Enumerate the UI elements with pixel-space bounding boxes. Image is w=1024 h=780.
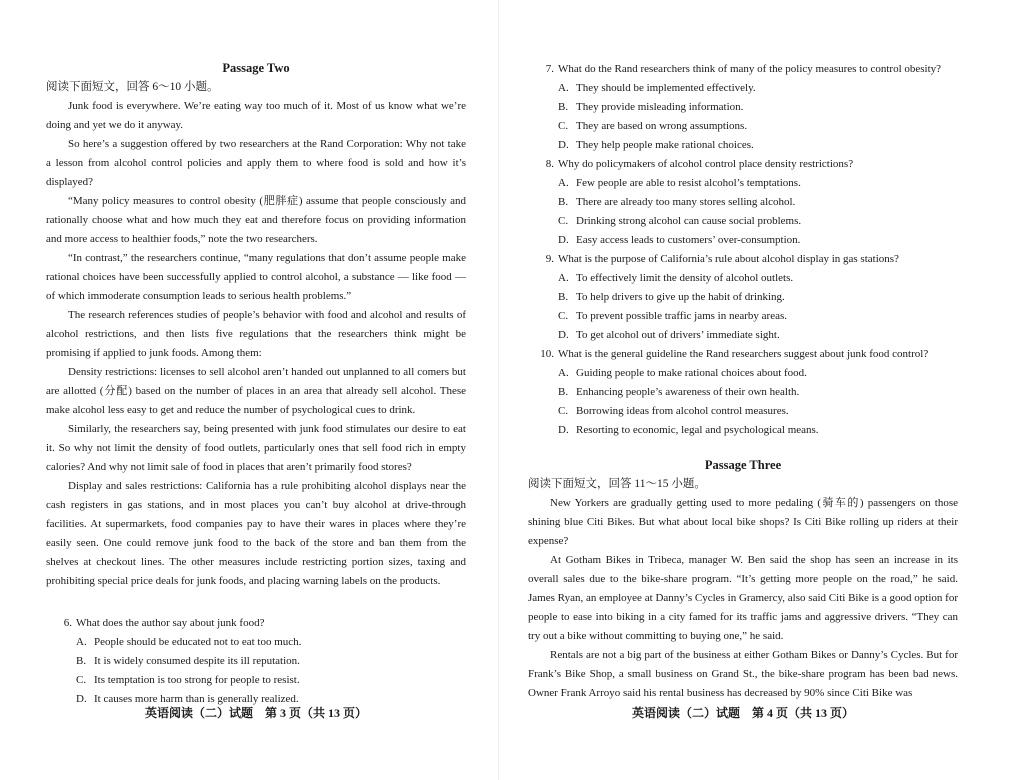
paragraph: At Gotham Bikes in Tribeca, manager W. Ben said the shop has seen an increase in its overall sales due to the bike-share program. “It’s getting more people on the road,” he said. James Ryan, an employee at Danny’s Cycles in Gramercy, also said Citi Bike is a good option for people to ease into biking in a city famed for its traffic jams and aggressive drivers. “They can try out a bike without committing to buying one,” he said.: [528, 554, 958, 642]
option-letter: B.: [76, 655, 87, 667]
question-list: [528, 60, 958, 440]
option-text: Resorting to economic, legal and psychological means.: [576, 424, 819, 436]
question-6: [46, 614, 466, 709]
option-letter: C.: [558, 405, 569, 417]
paragraph: The research references studies of people’s behavior with food and alcohol and results of alcohol restrictions, and then lists five regulations that the researchers think might be promising if applied to junk foods. Among them:: [46, 309, 466, 359]
paragraph: New Yorkers are gradually getting used to more pedaling (骑车的) passengers on those shining blue Citi Bikes. But what about local bike shops? Is Citi Bike rolling up riders at their expense?: [528, 497, 958, 547]
option-letter: C.: [558, 120, 569, 132]
option-letter: B.: [558, 101, 569, 113]
option-text: Enhancing people’s awareness of their own health.: [576, 386, 800, 398]
question-8: [528, 155, 958, 250]
option-text: They are based on wrong assumptions.: [576, 120, 748, 132]
option-letter: A.: [558, 367, 569, 379]
option-text: It is widely consumed despite its ill reputation.: [94, 655, 300, 667]
answer-option[interactable]: [558, 136, 958, 155]
option-text: People should be educated not to eat too much.: [94, 636, 302, 648]
answer-option[interactable]: [76, 671, 466, 690]
answer-option[interactable]: [558, 307, 958, 326]
option-text: To effectively limit the density of alcohol outlets.: [576, 272, 794, 284]
question-9: [528, 250, 958, 345]
question-number: 10.: [540, 348, 554, 360]
option-text: To prevent possible traffic jams in nearby areas.: [576, 310, 788, 322]
page-divider: [498, 0, 499, 780]
answer-option[interactable]: [558, 288, 958, 307]
answer-option[interactable]: [558, 79, 958, 98]
answer-option[interactable]: [558, 383, 958, 402]
question-stem: [528, 250, 958, 269]
page-footer: 英语阅读（二）试题 第 4 页（共 13 页）: [631, 706, 854, 720]
option-letter: D.: [76, 693, 87, 705]
question-stem: [528, 155, 958, 174]
option-letter: D.: [558, 139, 569, 151]
option-letter: D.: [558, 424, 569, 436]
option-letter: A.: [558, 272, 569, 284]
passage-three-title: Passage Three: [704, 458, 782, 472]
option-text: There are already too many stores selling alcohol.: [576, 196, 796, 208]
paragraph: “Many policy measures to control obesity (肥胖症) assume that people consciously and rationally choose what and how much they eat and therefore focus on providing information and more access to healthier foods,” note the two researchers.: [46, 195, 466, 245]
question-10: [528, 345, 958, 440]
question-list: [46, 614, 466, 709]
paragraph: So here’s a suggestion offered by two researchers at the Rand Corporation: Why not take a lesson from alcohol control policies and apply them to where food is sold and how it’s displayed?: [46, 138, 466, 188]
answer-option[interactable]: [558, 231, 958, 250]
option-text: Few people are able to resist alcohol’s temptations.: [576, 177, 801, 189]
option-text: Its temptation is too strong for people to resist.: [94, 674, 300, 686]
answer-option[interactable]: [558, 212, 958, 231]
option-text: To get alcohol out of drivers’ immediate sight.: [576, 329, 780, 341]
passage-two-body: [46, 97, 466, 591]
question-stem: [46, 614, 466, 633]
passage-two-title: Passage Two: [222, 61, 290, 75]
passage-two-instruction: 阅读下面短文，回答 6～10 小题。: [46, 81, 219, 93]
option-text: Borrowing ideas from alcohol control measures.: [576, 405, 789, 417]
paragraph: Density restrictions: licenses to sell alcohol aren’t handed out unplanned to all comers but are allotted (分配) based on the number of places in an area that already sell alcohol. These make alcohol less easy to get and reduce the number of psychological cues to drink.: [46, 366, 466, 416]
question-7: [528, 60, 958, 155]
paragraph: Display and sales restrictions: California has a rule prohibiting alcohol displays near the cash registers in gas stations, and in most places you can’t buy alcohol at drive-through facilities. At supermarkets, food companies pay to have their wares in places where they’re easily seen. One could remove junk food to the back of the store and ban them from the shelves at checkout lines. The other measures include restricting portion sizes, taxing and prohibiting special price deals for junk foods, and placing warning labels on the products.: [46, 480, 466, 587]
option-letter: D.: [558, 329, 569, 341]
answer-option[interactable]: [558, 174, 958, 193]
option-text: They provide misleading information.: [576, 101, 744, 113]
option-letter: A.: [558, 177, 569, 189]
page-3: [46, 0, 466, 780]
paragraph: Similarly, the researchers say, being presented with junk food stimulates our desire to eat it. So why not limit the density of food outlets, particularly ones that sell food rich in empty calories? And why not limit sale of food in places that aren’t primarily food stores?: [46, 423, 466, 473]
question-text: What is the general guideline the Rand researchers suggest about junk food control?: [558, 348, 929, 360]
option-letter: C.: [558, 215, 569, 227]
question-stem: [528, 60, 958, 79]
option-letter: B.: [558, 386, 569, 398]
question-number: 6.: [63, 617, 72, 629]
answer-option[interactable]: [76, 633, 466, 652]
paragraph: Junk food is everywhere. We’re eating way too much of it. Most of us know what we’re doing and yet we do it anyway.: [46, 100, 466, 131]
question-text: Why do policymakers of alcohol control place density restrictions?: [558, 158, 854, 170]
option-letter: B.: [558, 291, 569, 303]
answer-option[interactable]: [558, 402, 958, 421]
question-stem: [528, 345, 958, 364]
page-footer: 英语阅读（二）试题 第 3 页（共 13 页）: [144, 706, 367, 720]
option-letter: D.: [558, 234, 569, 246]
answer-option[interactable]: [558, 421, 958, 440]
question-text: What do the Rand researchers think of many of the policy measures to control obesity?: [558, 63, 942, 75]
question-number: 9.: [545, 253, 554, 265]
answer-option[interactable]: [558, 326, 958, 345]
option-text: They should be implemented effectively.: [576, 82, 756, 94]
option-text: It causes more harm than is generally realized.: [94, 693, 299, 705]
option-letter: C.: [76, 674, 87, 686]
option-text: They help people make rational choices.: [576, 139, 754, 151]
paragraph: Rentals are not a big part of the business at either Gotham Bikes or Danny’s Cycles. But for Frank’s Bike Shop, a small business on Grand St., the bike-share program has been bad news. Owner Frank Arroyo said his rental business has decreased by 90% since Citi Bike was: [528, 649, 958, 699]
answer-option[interactable]: [558, 364, 958, 383]
option-letter: A.: [76, 636, 87, 648]
question-text: What does the author say about junk food?: [76, 617, 265, 629]
question-number: 7.: [545, 63, 554, 75]
question-text: What is the purpose of California’s rule about alcohol display in gas stations?: [558, 253, 899, 265]
answer-option[interactable]: [558, 98, 958, 117]
page-4: [528, 0, 958, 780]
option-letter: A.: [558, 82, 569, 94]
passage-three-instruction: 阅读下面短文，回答 11～15 小题。: [528, 478, 706, 490]
option-letter: C.: [558, 310, 569, 322]
option-text: To help drivers to give up the habit of drinking.: [576, 291, 785, 303]
question-number: 8.: [545, 158, 554, 170]
answer-option[interactable]: [558, 117, 958, 136]
option-text: Guiding people to make rational choices about food.: [576, 367, 807, 379]
paragraph: “In contrast,” the researchers continue, “many regulations that don’t assume people make rational choices have been successfully applied to control alcohol, a substance — like food — of which immoderate consumption leads to serious health problems.”: [46, 252, 466, 302]
answer-option[interactable]: [76, 652, 466, 671]
option-text: Easy access leads to customers’ over-consumption.: [576, 234, 801, 246]
answer-option[interactable]: [558, 193, 958, 212]
passage-three-body: [528, 494, 958, 703]
option-text: Drinking strong alcohol can cause social problems.: [576, 215, 802, 227]
answer-option[interactable]: [558, 269, 958, 288]
option-letter: B.: [558, 196, 569, 208]
